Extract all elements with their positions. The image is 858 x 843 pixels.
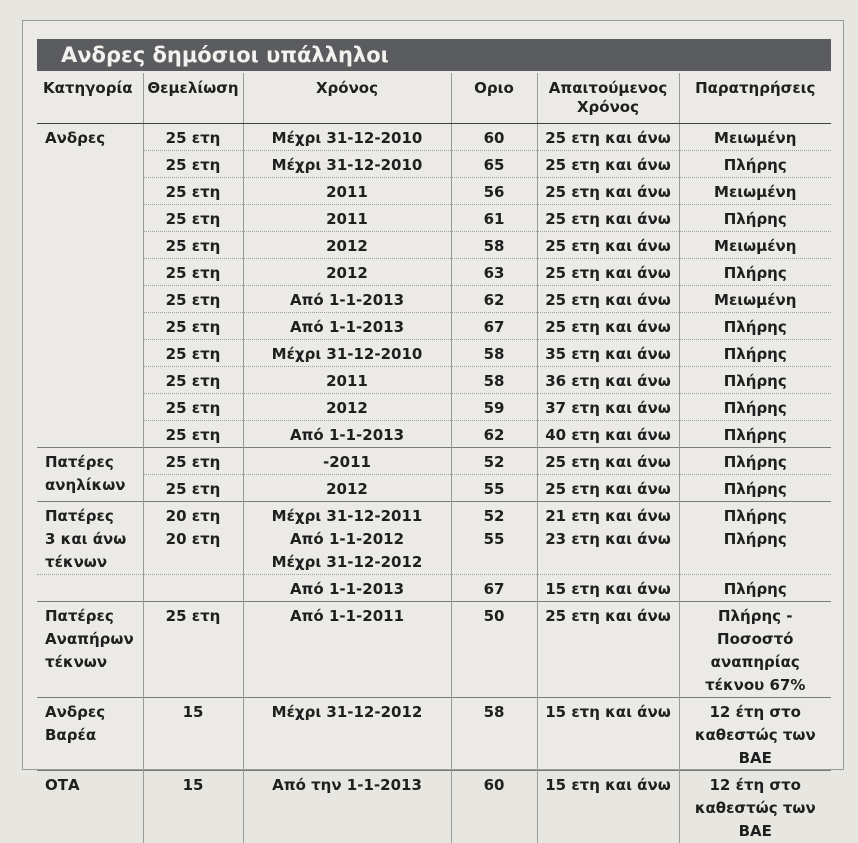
header-required-line1: Απαιτούμενος [540,79,677,98]
limit-cell: 58 [451,232,537,259]
time-cell: 2012 [243,475,451,502]
foundation-cell: 25 ετη [143,475,243,502]
category-text: 3 και άνω [45,528,141,551]
table-row [37,475,831,502]
table-row [37,178,831,205]
pension-table [37,73,831,843]
time-cell: Από 1-1-2013 [243,575,451,602]
header-time: Χρόνος [243,73,451,124]
time-text: Από 1-1-2012 [246,528,449,551]
category-text: Αναπήρων [45,628,141,651]
notes-text: 12 έτη στο [682,774,830,797]
limit-cell: 62 [451,421,537,448]
required-cell: 25 ετη και άνω [537,259,679,286]
category-cell [37,259,143,286]
category-text: Πατέρες [45,451,141,474]
header-row [37,73,831,124]
required-cell: 25 ετη και άνω [537,151,679,178]
header-required-line2: Χρόνος [540,98,677,117]
required-cell: 40 ετη και άνω [537,421,679,448]
newspaper-table-panel [22,20,844,770]
notes-cell: Πλήρης [679,448,831,475]
limit-cell [451,502,537,575]
foundation-cell [143,502,243,575]
category-cell [37,394,143,421]
category-cell [37,448,143,502]
foundation-cell: 25 ετη [143,448,243,475]
required-cell [537,502,679,575]
table-row [37,340,831,367]
required-cell: 37 ετη και άνω [537,394,679,421]
limit-cell: 60 [451,124,537,151]
table-row [37,367,831,394]
required-cell: 25 ετη και άνω [537,602,679,698]
foundation-cell: 25 ετη [143,313,243,340]
header-limit: Οριο [451,73,537,124]
table-row [37,602,831,698]
limit-cell: 67 [451,575,537,602]
limit-cell: 50 [451,602,537,698]
foundation-cell: 25 ετη [143,394,243,421]
time-cell: Μέχρι 31-12-2010 [243,124,451,151]
required-cell: 25 ετη και άνω [537,313,679,340]
category-cell [37,575,143,602]
table-row [37,313,831,340]
notes-cell: Πλήρης [679,313,831,340]
table-row [37,502,831,575]
table-title: Ανδρες δημόσιοι υπάλληλοι [61,39,389,71]
time-cell: 2012 [243,394,451,421]
time-cell: Μέχρι 31-12-2010 [243,340,451,367]
category-text: Πατέρες [45,605,141,628]
table-row [37,448,831,475]
notes-text: καθεστώς των ΒΑΕ [682,724,830,770]
notes-cell: Πλήρης [679,367,831,394]
notes-cell: Πλήρης [679,575,831,602]
table-row [37,232,831,259]
limit-cell: 67 [451,313,537,340]
time-cell: Από 1-1-2013 [243,286,451,313]
time-cell: -2011 [243,448,451,475]
category-text: τέκνων [45,551,141,574]
category-text: Πατέρες [45,505,141,528]
foundation-cell: 25 ετη [143,340,243,367]
limit-cell: 55 [451,475,537,502]
required-cell: 15 ετη και άνω [537,575,679,602]
time-cell: Από 1-1-2011 [243,602,451,698]
table-row [37,151,831,178]
foundation-text: 20 ετη [146,505,241,528]
category-cell [37,232,143,259]
notes-cell [679,771,831,843]
notes-text: τέκνου 67% [682,674,830,697]
time-text: Μέχρι 31-12-2011 [246,505,449,528]
notes-cell: Μειωμένη [679,232,831,259]
required-cell: 36 ετη και άνω [537,367,679,394]
category-cell [37,151,143,178]
notes-cell [679,602,831,698]
limit-cell: 59 [451,394,537,421]
table-row [37,771,831,843]
foundation-cell: 15 [143,771,243,843]
table-row [37,205,831,232]
category-cell [37,367,143,394]
category-cell [37,421,143,448]
table-row [37,124,831,151]
required-cell: 15 ετη και άνω [537,698,679,771]
limit-cell: 61 [451,205,537,232]
time-cell: 2012 [243,232,451,259]
category-cell [37,602,143,698]
time-text: Μέχρι 31-12-2012 [246,551,449,574]
limit-cell: 58 [451,698,537,771]
notes-text: Πλήρης - [682,605,830,628]
limit-cell: 52 [451,448,537,475]
required-cell: 25 ετη και άνω [537,475,679,502]
notes-text: Ποσοστό αναπηρίας [682,628,830,674]
time-cell: 2011 [243,205,451,232]
required-cell: 25 ετη και άνω [537,178,679,205]
table-row [37,698,831,771]
foundation-cell: 25 ετη [143,178,243,205]
category-text: τέκνων [45,651,141,674]
notes-cell: Πλήρης [679,394,831,421]
limit-cell: 62 [451,286,537,313]
category-cell [37,340,143,367]
category-cell [37,313,143,340]
foundation-cell: 25 ετη [143,602,243,698]
limit-cell: 58 [451,340,537,367]
notes-cell: Πλήρης [679,340,831,367]
required-cell: 25 ετη και άνω [537,124,679,151]
notes-cell: Πλήρης [679,421,831,448]
foundation-cell: 25 ετη [143,232,243,259]
required-text: 21 ετη και άνω [540,505,677,528]
time-cell [243,502,451,575]
table-row [37,259,831,286]
foundation-cell: 25 ετη [143,286,243,313]
limit-cell: 60 [451,771,537,843]
category-cell [37,502,143,575]
notes-text: καθεστώς των ΒΑΕ [682,797,830,843]
limit-cell: 65 [451,151,537,178]
title-bar [37,39,831,71]
notes-cell: Πλήρης [679,259,831,286]
header-required [537,73,679,124]
required-cell: 25 ετη και άνω [537,205,679,232]
notes-cell: Πλήρης [679,475,831,502]
header-category: Κατηγορία [37,73,143,124]
time-cell: Μέχρι 31-12-2010 [243,151,451,178]
time-cell: Από 1-1-2013 [243,421,451,448]
category-cell [37,286,143,313]
limit-cell: 56 [451,178,537,205]
table-row [37,575,831,602]
foundation-cell: 15 [143,698,243,771]
notes-text: Πλήρης [682,505,830,528]
category-text: Ανδρες [45,701,141,724]
required-cell: 25 ετη και άνω [537,448,679,475]
limit-text: 55 [454,528,535,551]
header-notes: Παρατηρήσεις [679,73,831,124]
category-text: Βαρέα [45,724,141,747]
required-text: 23 ετη και άνω [540,528,677,551]
limit-cell: 63 [451,259,537,286]
required-cell: 25 ετη και άνω [537,286,679,313]
foundation-cell [143,575,243,602]
notes-cell: Μειωμένη [679,124,831,151]
required-cell: 35 ετη και άνω [537,340,679,367]
category-cell [37,178,143,205]
category-cell: ΟΤΑ [37,771,143,843]
notes-text: Πλήρης [682,528,830,551]
table-row [37,394,831,421]
limit-cell: 58 [451,367,537,394]
category-text: ανηλίκων [45,474,141,497]
limit-text: 52 [454,505,535,528]
foundation-text: 20 ετη [146,528,241,551]
notes-cell [679,698,831,771]
notes-cell: Πλήρης [679,151,831,178]
notes-cell: Μειωμένη [679,286,831,313]
foundation-cell: 25 ετη [143,421,243,448]
category-cell: Ανδρες [37,124,143,151]
foundation-cell: 25 ετη [143,124,243,151]
notes-text: 12 έτη στο [682,701,830,724]
notes-cell: Μειωμένη [679,178,831,205]
time-cell: Από 1-1-2013 [243,313,451,340]
time-cell: Από την 1-1-2013 [243,771,451,843]
time-cell: 2012 [243,259,451,286]
foundation-cell: 25 ετη [143,367,243,394]
table-row [37,421,831,448]
notes-cell: Πλήρης [679,205,831,232]
category-cell [37,205,143,232]
foundation-cell: 25 ετη [143,205,243,232]
notes-cell [679,502,831,575]
category-cell [37,698,143,771]
table-body [37,124,831,448]
foundation-cell: 25 ετη [143,259,243,286]
time-cell: 2011 [243,367,451,394]
required-cell: 15 ετη και άνω [537,771,679,843]
time-cell: 2011 [243,178,451,205]
table-row [37,286,831,313]
table-body-groups [37,448,831,843]
time-cell: Μέχρι 31-12-2012 [243,698,451,771]
required-cell: 25 ετη και άνω [537,232,679,259]
header-foundation: Θεμελίωση [143,73,243,124]
foundation-cell: 25 ετη [143,151,243,178]
